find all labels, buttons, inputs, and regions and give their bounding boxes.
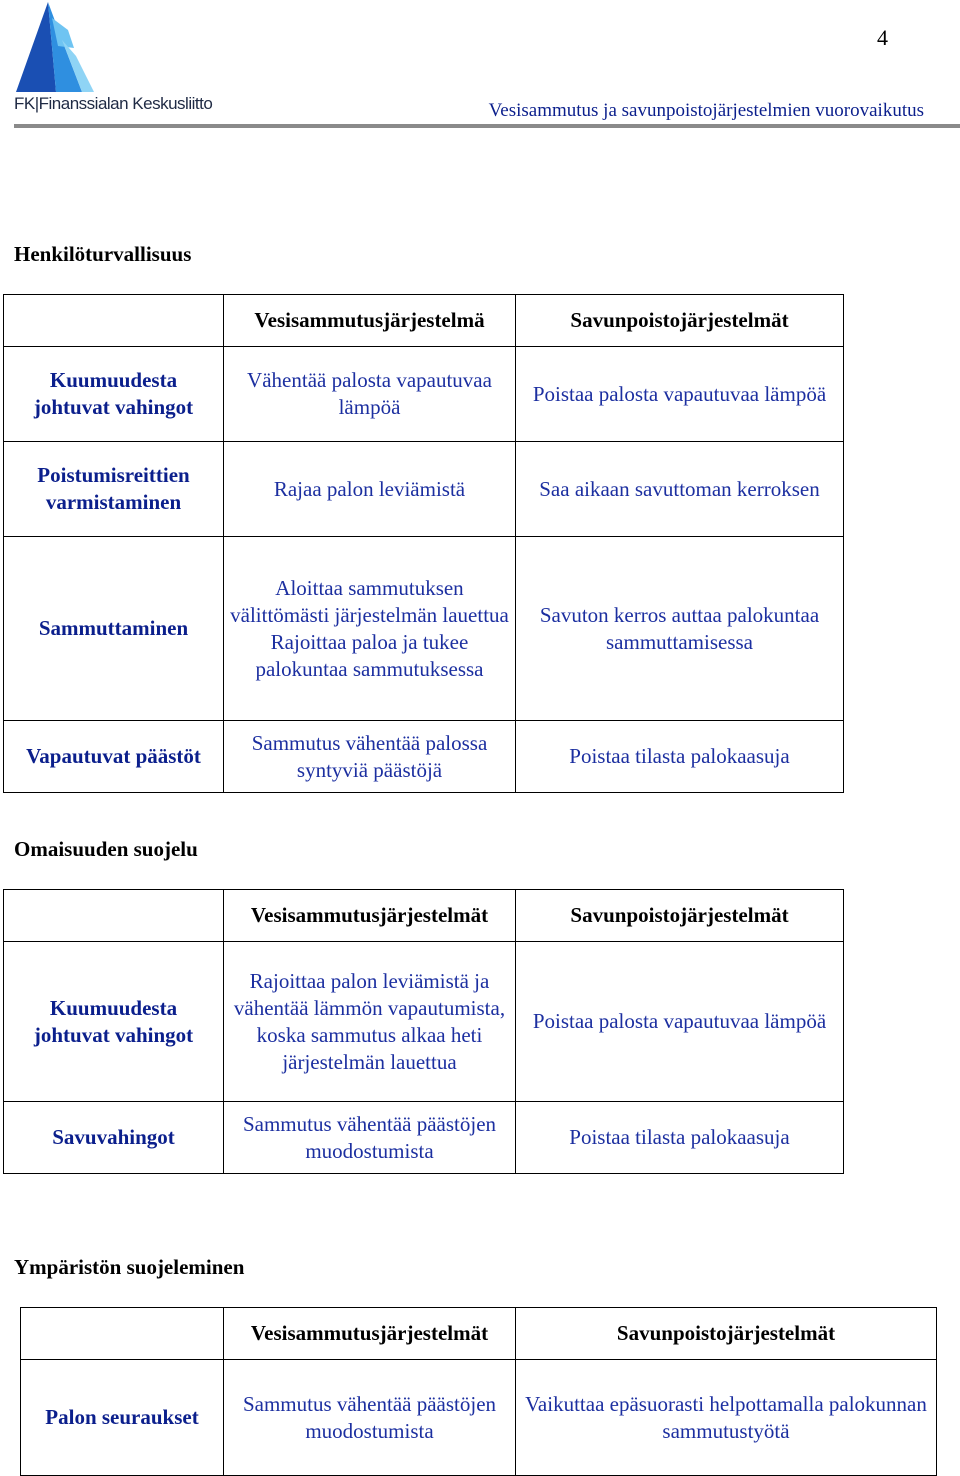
table-row [4, 442, 844, 537]
table-cell: Poistaa tilasta palokaasuja [516, 721, 844, 793]
table-header-row [4, 890, 844, 942]
table-row [4, 942, 844, 1102]
table-henkiloturvallisuus [3, 294, 844, 793]
table-cell: Aloittaa sammutuksen välittömästi järjestelmän lauettua Rajoittaa paloa ja tukee palokuntaa sammutuksessa [224, 537, 516, 721]
logo-mark-icon [12, 0, 102, 94]
corner-cell [21, 1308, 224, 1360]
table-row [4, 537, 844, 721]
table-cell: Sammutus vähentää palossa syntyviä päästöjä [224, 721, 516, 793]
table-row [4, 721, 844, 793]
row-label: Vapautuvat päästöt [4, 721, 224, 793]
table-header-row [4, 295, 844, 347]
row-label: Poistumisreittien varmistaminen [4, 442, 224, 537]
table-cell: Savuton kerros auttaa palokuntaa sammuttamisessa [516, 537, 844, 721]
table-cell: Vähentää palosta vapautuvaa lämpöä [224, 347, 516, 442]
logo-text: FK|Finanssialan Keskusliitto [14, 94, 213, 113]
table-cell: Saa aikaan savuttoman kerroksen [516, 442, 844, 537]
table-cell: Poistaa tilasta palokaasuja [516, 1102, 844, 1174]
table-ympariston-suojeleminen [20, 1307, 937, 1476]
corner-cell [4, 295, 224, 347]
table-omaisuuden-suojelu [3, 889, 844, 1174]
fk-logo [12, 0, 213, 122]
table-cell: Poistaa palosta vapautuvaa lämpöä [516, 347, 844, 442]
column-header: Savunpoistojärjestelmät [516, 1308, 937, 1360]
row-label: Savuvahingot [4, 1102, 224, 1174]
column-header: Savunpoistojärjestelmät [516, 890, 844, 942]
column-header: Vesisammutusjärjestelmät [224, 890, 516, 942]
row-label: Palon seuraukset [21, 1360, 224, 1476]
page-number: 4 [877, 25, 888, 50]
corner-cell [4, 890, 224, 942]
table-cell: Rajaa palon leviämistä [224, 442, 516, 537]
table-row [4, 1102, 844, 1174]
header-rule [14, 124, 960, 128]
table-row [4, 347, 844, 442]
row-label: Sammuttaminen [4, 537, 224, 721]
table-cell: Poistaa palosta vapautuvaa lämpöä [516, 942, 844, 1102]
column-header: Vesisammutusjärjestelmä [224, 295, 516, 347]
row-label: Kuumuudesta johtuvat vahingot [4, 942, 224, 1102]
document-title: Vesisammutus ja savunpoistojärjestelmien vuorovaikutus [488, 100, 924, 121]
table-cell: Rajoittaa palon leviämistä ja vähentää lämmön vapautumista, koska sammutus alkaa heti järjestelmän lauettua [224, 942, 516, 1102]
section-heading-omaisuuden-suojelu: Omaisuuden suojelu [14, 837, 198, 861]
table-row [21, 1360, 937, 1476]
row-label: Kuumuudesta johtuvat vahingot [4, 347, 224, 442]
table-cell: Sammutus vähentää päästöjen muodostumista [224, 1360, 516, 1476]
column-header: Vesisammutusjärjestelmät [224, 1308, 516, 1360]
section-heading-henkiloturvallisuus: Henkilöturvallisuus [14, 242, 192, 266]
table-cell: Vaikuttaa epäsuorasti helpottamalla palokunnan sammutustyötä [516, 1360, 937, 1476]
table-cell: Sammutus vähentää päästöjen muodostumista [224, 1102, 516, 1174]
section-heading-ympariston-suojeleminen: Ympäristön suojeleminen [14, 1255, 245, 1279]
table-header-row [21, 1308, 937, 1360]
column-header: Savunpoistojärjestelmät [516, 295, 844, 347]
